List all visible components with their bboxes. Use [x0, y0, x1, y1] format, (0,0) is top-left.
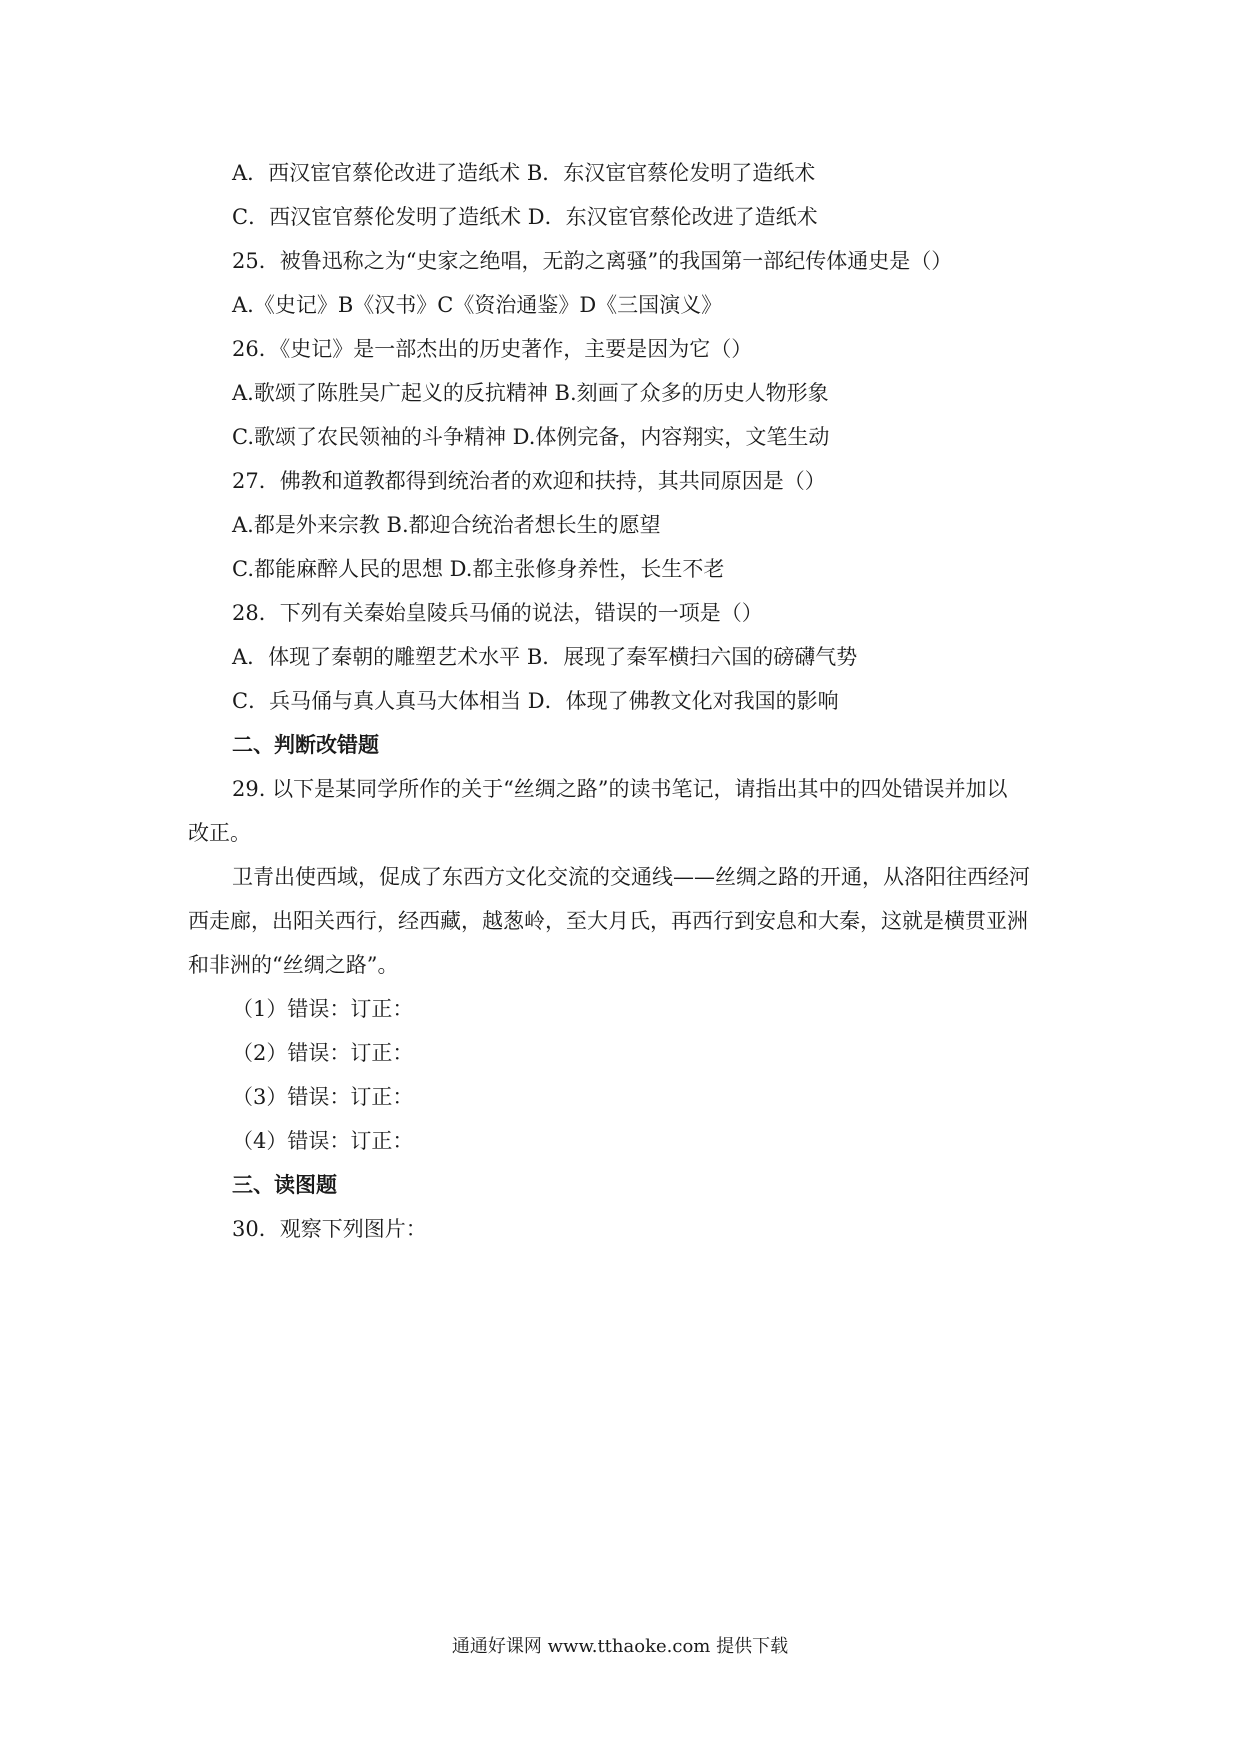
q30-stem: 30．观察下列图片： [232, 1217, 427, 1241]
q29-answer-2: （2）错误：订正： [232, 1041, 414, 1065]
page-footer: 通通好课网 www.tthaoke.com 提供下载 [451, 1636, 789, 1657]
q26-options-cd: C.歌颂了农民领袖的斗争精神 D.体例完备，内容翔实，文笔生动 [232, 425, 830, 449]
q24-options-cd: C．西汉宦官蔡伦发明了造纸术 D．东汉宦官蔡伦改进了造纸术 [232, 205, 818, 229]
q29-answer-4: （4）错误：订正： [232, 1129, 414, 1153]
q24-options-ab: A．西汉宦官蔡伦改进了造纸术 B．东汉宦官蔡伦发明了造纸术 [232, 161, 816, 185]
q29-answer-3: （3）错误：订正： [232, 1085, 414, 1109]
q28-options-ab: A．体现了秦朝的雕塑艺术水平 B．展现了秦军横扫六国的磅礴气势 [232, 645, 858, 669]
q27-stem: 27．佛教和道教都得到统治者的欢迎和扶持，其共同原因是（） [232, 469, 826, 493]
q26-options-ab: A.歌颂了陈胜吴广起义的反抗精神 B.刻画了众多的历史人物形象 [232, 381, 829, 405]
q29-answer-1: （1）错误：订正： [232, 997, 414, 1021]
q28-options-cd: C．兵马俑与真人真马大体相当 D．体现了佛教文化对我国的影响 [232, 689, 839, 713]
q28-stem: 28．下列有关秦始皇陵兵马俑的说法，错误的一项是（） [232, 601, 763, 625]
q29-passage-1: 卫青出使西域，促成了东西方文化交流的交通线——丝绸之路的开通，从洛阳往西经河 [232, 865, 1030, 889]
q29-stem-cont: 改正。 [188, 821, 251, 845]
q26-stem: 26．《史记》是一部杰出的历史著作，主要是因为它（） [232, 337, 753, 361]
q27-options-ab: A.都是外来宗教 B.都迎合统治者想长生的愿望 [232, 513, 661, 537]
section-heading-2: 二、判断改错题 [232, 733, 379, 757]
q27-options-cd: C.都能麻醉人民的思想 D.都主张修身养性，长生不老 [232, 557, 725, 581]
q29-stem: 29. 以下是某同学所作的关于“丝绸之路”的读书笔记，请指出其中的四处错误并加以 [232, 777, 1008, 801]
q29-passage-2: 西走廊，出阳关西行，经西藏，越葱岭，至大月氏，再西行到安息和大秦，这就是横贯亚洲 [188, 909, 1028, 933]
section-heading-3: 三、读图题 [232, 1173, 337, 1197]
q25-options: A.《史记》B《汉书》C《资治通鉴》D《三国演义》 [232, 293, 723, 317]
q29-passage-3: 和非洲的“丝绸之路”。 [188, 953, 399, 977]
q25-stem: 25．被鲁迅称之为“史家之绝唱，无韵之离骚”的我国第一部纪传体通史是（） [232, 249, 953, 273]
